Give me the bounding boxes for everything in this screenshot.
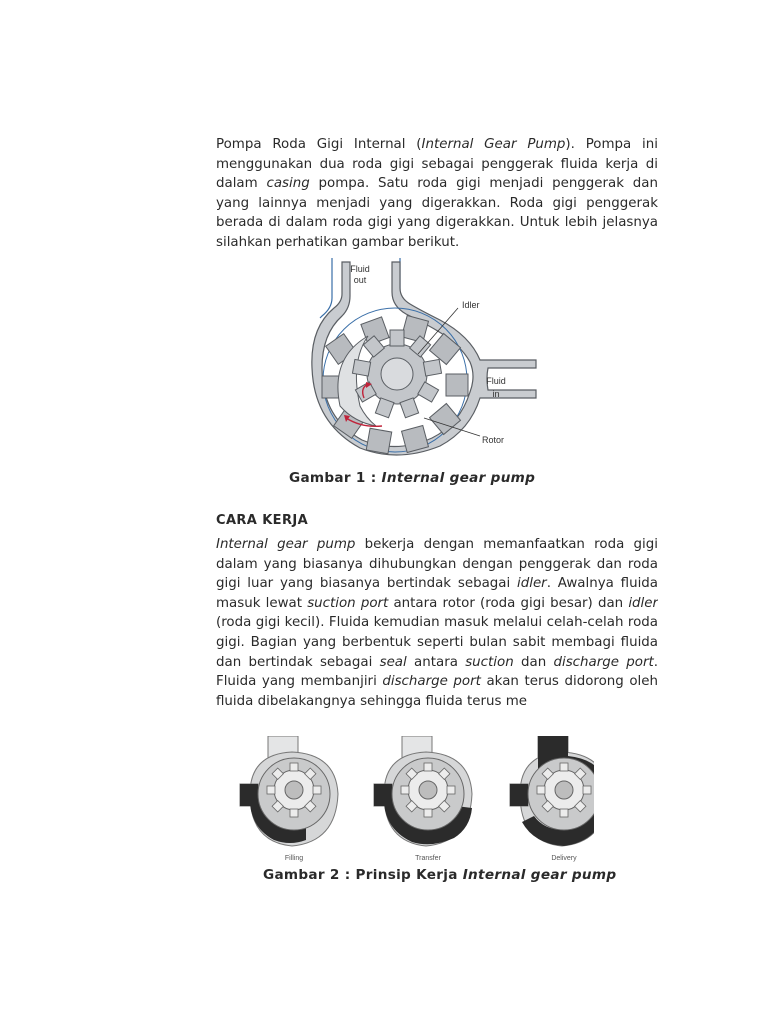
italic-term: seal (379, 654, 407, 670)
body-text: (roda gigi kecil). Fluida kemudian masuk melalui celah-celah roda gigi. Bagian yang berbentuk seperti bulan sabit membagi fluida dan bertindak sebagai (216, 615, 658, 670)
body-text: antara rotor (roda gigi besar) dan (388, 595, 629, 611)
delivery-panel (510, 736, 594, 862)
section-heading: CARA KERJA (216, 513, 309, 528)
body-text: antara (406, 654, 466, 670)
filling-panel (240, 736, 338, 862)
figure-1-caption-italic: Internal gear pump (381, 470, 536, 486)
figure-2-caption-prefix: Gambar 2 : Prinsip Kerja (263, 867, 463, 883)
how-it-works-paragraph (216, 535, 658, 727)
text-cutoff-fade (210, 712, 670, 734)
label-fluid-out-2: out (353, 275, 367, 285)
panel-label-transfer: Transfer (415, 855, 441, 862)
panel-label-delivery: Delivery (551, 855, 577, 862)
intro-casing-word: casing (266, 176, 310, 192)
label-idler: Idler (462, 300, 480, 310)
italic-term: discharge port (382, 674, 481, 690)
transfer-panel (374, 736, 472, 862)
italic-term: idler (628, 595, 658, 611)
intro-text-1: Pompa Roda Gigi Internal ( (216, 137, 422, 152)
italic-term: Internal gear pump (216, 537, 356, 552)
body-text: . Awalnya fluida masuk lewat (216, 576, 658, 611)
panel-label-filling: Filling (284, 855, 304, 862)
intro-title-italic: Internal Gear Pump (421, 137, 566, 152)
label-fluid-in-1: Fluid (486, 376, 506, 386)
body-text: akan terus didorong oleh fluida dibelakangnya sehingga fluida terus me (216, 674, 658, 709)
italic-term: idler (517, 576, 547, 592)
internal-gear-pump-diagram (300, 258, 540, 466)
figure-2-caption (263, 867, 616, 883)
figure-1-caption-prefix: Gambar 1 : (289, 470, 382, 486)
label-rotor: Rotor (482, 435, 505, 445)
figure-1-caption (289, 470, 535, 486)
label-fluid-out-1: Fluid (350, 264, 370, 274)
working-principle-diagram (234, 736, 594, 866)
label-fluid-in-2: in (492, 389, 500, 399)
italic-term: discharge port (553, 654, 654, 670)
body-text: . Fluida yang membanjiri (216, 654, 658, 690)
intro-text-2: ). Pompa ini menggunakan dua roda gigi sebagai penggerak fluida kerja di dalam (216, 137, 658, 192)
intro-paragraph (216, 135, 658, 253)
figure-2-caption-italic: Internal gear pump (462, 867, 617, 883)
body-text: bekerja dengan memanfaatkan roda gigi dalam yang biasanya dihubungkan dengan penggerak dan roda gigi luar yang biasanya bertindak sebagai (216, 537, 658, 592)
italic-term: suction port (307, 595, 389, 611)
intro-text-3: pompa. Satu roda gigi menjadi penggerak dan yang lainnya menjadi yang digerakkan. Roda gigi penggerak berada di dalam roda gigi yang digerakkan. Untuk lebih jelasnya silahkan perhatikan gambar berikut. (216, 176, 658, 250)
italic-term: suction (465, 654, 514, 670)
body-text: dan (513, 654, 554, 670)
